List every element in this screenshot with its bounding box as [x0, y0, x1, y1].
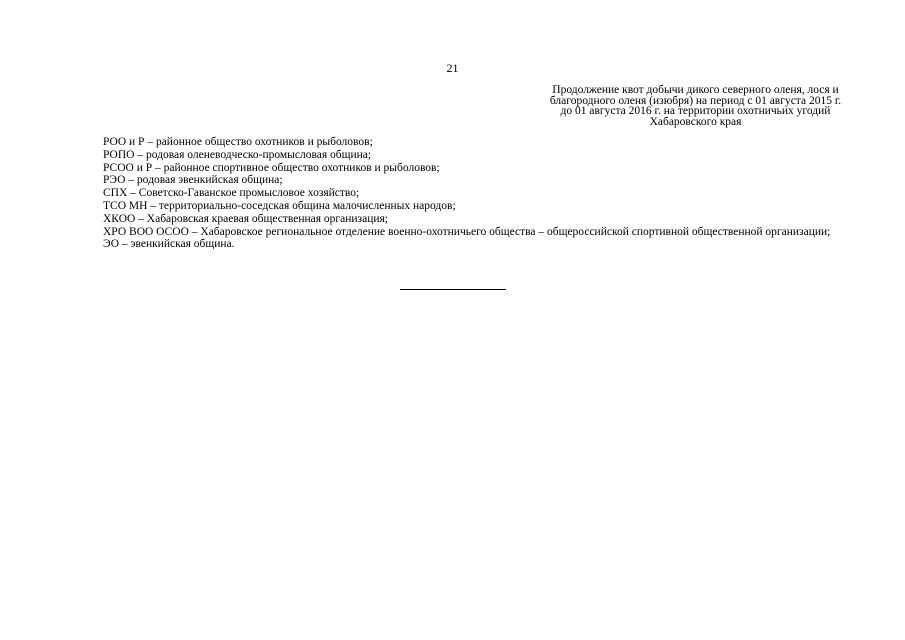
- abbreviation-item: РОО и Р – районное общество охотников и рыболовов;: [103, 136, 373, 148]
- abbreviation-item: ХКОО – Хабаровская краевая общественная организация;: [103, 212, 388, 225]
- abbreviation-item: РЭО – родовая эвенкийская община;: [103, 174, 283, 187]
- end-rule: [400, 289, 506, 290]
- continuation-heading: [518, 85, 873, 127]
- heading-line: Продолжение квот добычи дикого северного оленя, лося и: [552, 84, 839, 96]
- heading-line: благородного оленя (изюбря) на период с 01 августа 2015 г.: [549, 94, 842, 107]
- abbreviation-item: РСОО и Р – районное спортивное общество охотников и рыболовов;: [103, 161, 440, 174]
- page-number: 21: [446, 61, 459, 75]
- abbreviation-item: ХРО ВОО ОСОО – Хабаровское региональное отделение военно-охотничьего общества – общероссийской спортивной общественной организации;: [103, 225, 831, 238]
- abbreviation-item: ТСО МН – территориально-соседская община малочисленных народов;: [103, 199, 456, 212]
- abbreviation-item: РОПО – родовая оленеводческо-промысловая община;: [103, 148, 372, 161]
- abbreviations-list: [103, 136, 875, 251]
- heading-line: до 01 августа 2016 г. на территории охотничьих угодий: [560, 105, 831, 117]
- abbreviation-item: ЭО – эвенкийская община.: [103, 238, 235, 251]
- abbreviation-item: СПХ – Советско-Гаванское промысловое хозяйство;: [103, 187, 360, 200]
- heading-line: Хабаровского края: [649, 115, 742, 128]
